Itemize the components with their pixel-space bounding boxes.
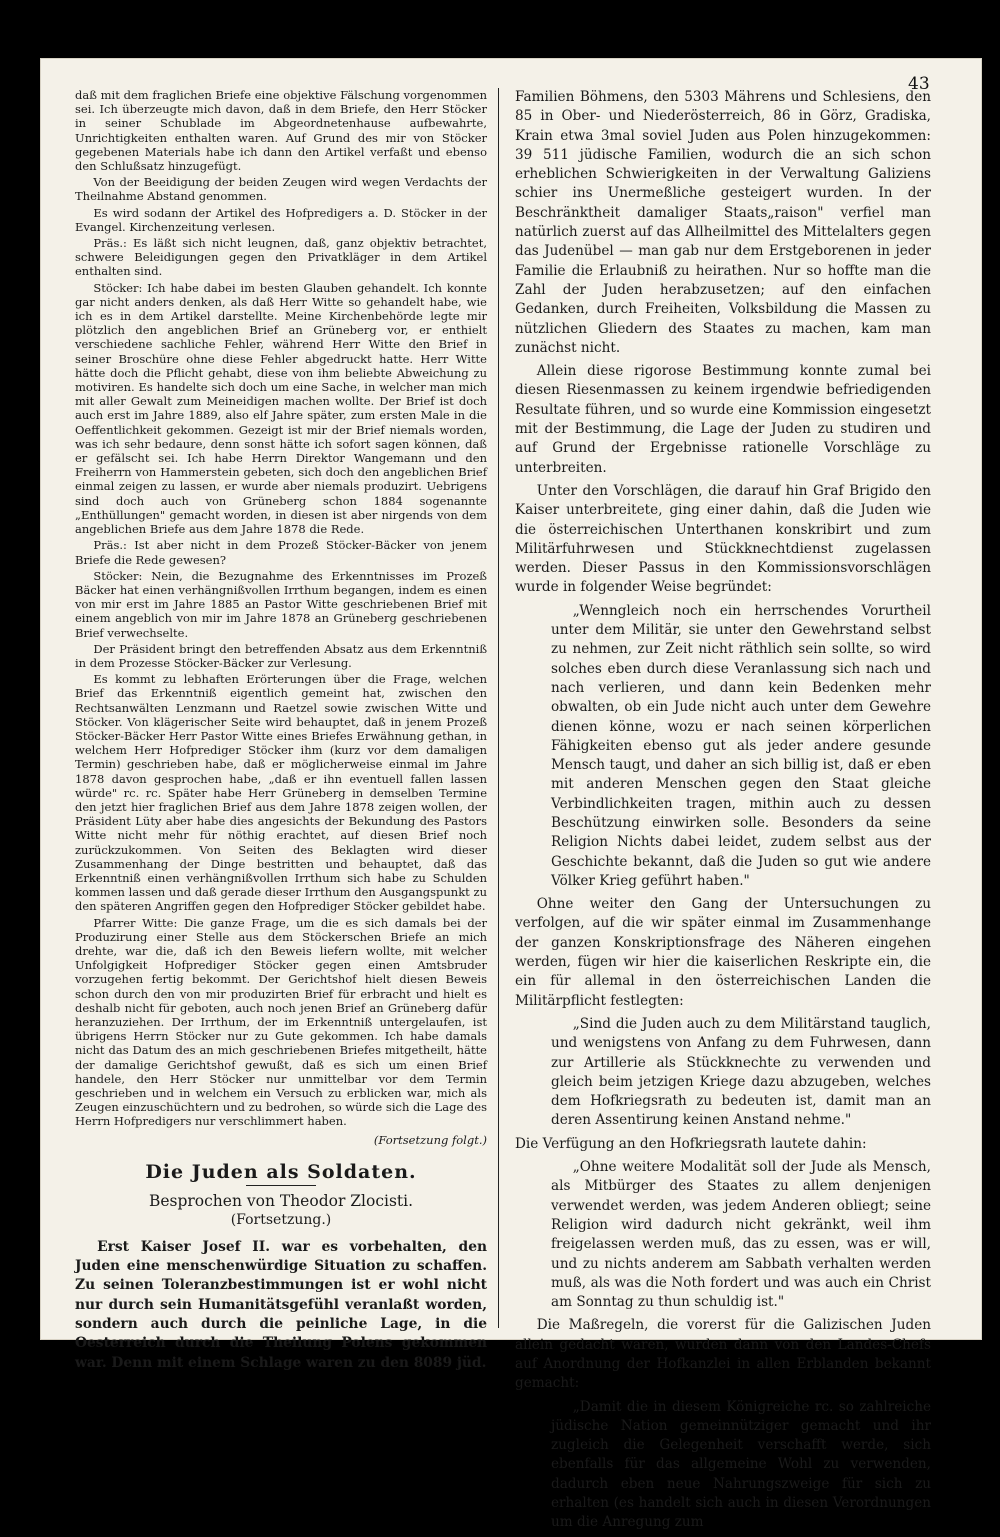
left-paragraph-9: Es kommt zu lebhaften Erörterungen über die Frage, welchen Brief das Erkenntniß eigentlich gemeint hat, zwischen den Rechtsanwälten Lenzmann und Raetzel sowie zwischen Witte und Stöcker. Von klägerischer Seite wird behauptet, daß in jenem Prozeß Stöcker-Bäcker Herr Pastor Witte eines Briefes Erwähnung gethan, in welchem Herr Hofprediger Stöcker ihm (kurz vor dem damaligen Termin) geschrieben habe, daß er möglicherweise einmal im Jahre 1878 davon gesprochen habe, „daß er ihn eventuell fallen lassen würde" rc. rc. Später habe Herr Grüneberg in demselben Termine den jetzt hier fraglichen Brief aus dem Jahre 1878 zeigen wollen, der Präsident Lüty aber habe dies angesichts der Bekundung des Pastors Witte nicht mehr für nöthig erachtet, auf diesen Brief noch zurückzukommen. Von Seiten des Beklagten wird dieser Zusammenhang der Dinge bestritten und behauptet, daß das Erkenntniß einen verhängnißvollen Irrthum sich habe zu Schulden kommen lassen und daß gerade dieser Irrthum den Ausgangspunkt zu den späteren Angriffen gegen den Hofprediger Stöcker gebildet habe. — [75, 672, 487, 914]
right-paragraph-3: Unter den Vorschlägen, die darauf hin Graf Brigido den Kaiser unterbreitete, ging einer dahin, daß die Juden wie die österreichischen Unterthanen konskribirt und zum Militärfuhrwesen und Stückknechtdienst zugelassen werden. Dieser Passus in den Kommissionsvorschlägen wurde in folgender Weise begründet: — [515, 482, 931, 596]
left-paragraph-7: Stöcker: Nein, die Bezugnahme des Erkenntnisses im Prozeß Bäcker hat einen verhängnißvollen Irrthum begangen, indem es einen von mir erst im Jahre 1885 an Pastor Witte geschriebenen Brief mit einem angeblich von mir im Jahre 1878 an Grüneberg geschriebenen Brief verwechselte. — [75, 568, 487, 640]
right-paragraph-5: Die Verfügung an den Hofkriegsrath lautete dahin: — [515, 1135, 867, 1152]
article-paragraph: Erst Kaiser Josef II. war es vorbehalten, den Juden eine menschenwürdige Situation zu schaffen. Zu seinen Toleranzbestimmungen ist er wohl nicht nur durch sein Humanitätsgefühl veranlaßt worden, sondern auch durch die peinliche Lage, in die Oesterreich durch die Theilung Polens gekommen war. Denn mit einem Schlage waren zu den 8089 jüd. — [75, 1238, 487, 1371]
quote-3: „Ohne weitere Modalität soll der Jude als Mensch, als Mitbürger des Staates zu allem denjenigen verwendet werden, was jedem Anderen obliegt; seine Religion wird dadurch nicht gekränkt, weil ihm freigelassen werden muß, das zu essen, was er will, und zu nichts anderem am Sabbath verhalten werden muß, als was die Noth fordert und was auch ein Christ am Sonntag zu thun schuldig ist." — [551, 1159, 931, 1311]
right-paragraph-4: Ohne weiter den Gang der Untersuchungen zu verfolgen, auf die wir später einmal im Zusammenhange der ganzen Konskriptionsfrage des Näheren eingehen werden, fügen wir hier die kaiserlichen Reskripte ein, die ein für allemal in den österreichischen Landen die Militärpflicht festlegten: — [515, 896, 931, 1009]
right-paragraph-6: Die Maßregeln, die vorerst für die Galizischen Juden allein gedacht waren, wurden dann von den Landes-Chefs auf Anordnung der Hofkanzlei in allen Erblanden bekannt gemacht: — [515, 1317, 931, 1392]
left-paragraph-4: Präs.: Es läßt sich nicht leugnen, daß, ganz objektiv betrachtet, schwere Beleidigungen gegen den Privatkläger in dem Artikel enthalten sind. — [75, 236, 487, 279]
article-continuation: (Fortsetzung.) — [230, 1211, 332, 1228]
left-paragraph-6: Präs.: Ist aber nicht in dem Prozeß Stöcker-Bäcker von jenem Briefe die Rede gewesen? — [75, 538, 487, 567]
quote-4: „Damit die in diesem Königreiche rc. so zahlreiche jüdische Nation gemeinnütziger gemacht und ihr zugleich die Gelegenheit verschafft werde, sich ebenfalls für das allgemeine Wohl zu verwenden, dadurch eben neue Nahrungszweige für sich zu erhalten (es handelt sich auch in diesen Verordnungen um die Anregung zum — [551, 1398, 931, 1531]
left-paragraph-3: Es wird sodann der Artikel des Hofpredigers a. D. Stöcker in der Evangel. Kirchenzeitung verlesen. — [75, 205, 487, 234]
left-paragraph-8: Der Präsident bringt den betreffenden Absatz aus dem Erkenntniß in dem Prozesse Stöcker-Bäcker zur Verlesung. — [75, 641, 487, 670]
right-column — [515, 88, 931, 1537]
title-rule — [246, 1185, 316, 1186]
left-paragraph-2: Von der Beeidigung der beiden Zeugen wird wegen Verdachts der Theilnahme Abstand genommen. — [75, 175, 487, 204]
quote-1: „Wenngleich noch ein herrschendes Vorurtheil unter dem Militär, sie unter den Gewehrstand selbst zu nehmen, zur Zeit nicht räthlich sein sollte, so wird solches eben durch diese Veranlassung sich nach und nach verlieren, und dann kein Bedenken mehr obwalten, ob ein Jude nicht auch unter dem Gewehre dienen könne, wozu er nach seinen körperlichen Fähigkeiten ebenso gut als jeder andere gesunde Mensch taugt, und daher an sich billig ist, daß er eben mit anderen Menschen gegen den Staat gleiche Verbindlichkeiten tragen, mithin auch zu dessen Beschützung einwirken solle. Besonders da seine Religion Nichts dabei leidet, zudem selbst aus der Geschichte bekannt, daß die Juden so gut wie andere Völker Krieg geführt haben." — [551, 602, 931, 889]
article-byline: Besprochen von Theodor Zlocisti. — [148, 1191, 414, 1210]
page-number: 43 — [908, 74, 930, 94]
continued-note: (Fortsetzung folgt.) — [373, 1132, 487, 1147]
quote-2: „Sind die Juden auch zu dem Militärstand tauglich, und wenigstens von Anfang zu dem Fuhrwesen, dann zur Artillerie als Stückknechte zu verwenden und gleich beim jetzigen Kriege dazu abzugeben, welches dem Hofkriegsrath zu bedeuten ist, damit man an deren Assentirung keinen Anstand nehme." — [551, 1015, 931, 1129]
left-column — [75, 88, 487, 1375]
left-paragraph-1: daß mit dem fraglichen Briefe eine objektive Fälschung vorgenommen sei. Ich überzeugte mich davon, daß in dem Briefe, den Herr Stöcker in seiner Schublade im Abgeordnetenhause aufbewahrte, Unrichtigkeiten enthalten waren. Auf Grund des mir von Stöcker gegebenen Materials habe ich dann den Artikel verfaßt und ebenso den Schlußsatz hinzugefügt. — [75, 88, 487, 174]
left-paragraph-10: Pfarrer Witte: Die ganze Frage, um die es sich damals bei der Produzirung einer Stelle aus dem Stöckerschen Briefe an mich drehte, war die, daß ich den Beweis liefern wollte, mit welcher Unfolgigkeit Hofprediger Stöcker gegen einen Amtsbruder vorzugehen fertig bekommt. Der Gerichtshof hielt diesen Beweis schon durch den von mir produzirten Brief für erbracht und hielt es deshalb nicht für geboten, auch noch jenen Brief an Grüneberg dafür heranzuziehen. Der Irrthum, der im Erkenntniß untergelaufen, ist übrigens Herrn Stöcker nur zu Gute gekommen. Ich habe damals nicht das Datum des an mich geschriebenen Briefes mitgetheilt, hätte der damalige Gerichtshof gewußt, daß es sich um einen Brief handele, den Herr Stöcker nur unmittelbar vor dem Termin geschrieben und in welchem ein Versuch zu erblicken war, mich als Zeugen einzuschüchtern und zu bedrohen, so würde sich die Lage des Herrn Hofpredigers nur verschlimmert haben. — [75, 915, 487, 1129]
column-divider — [498, 88, 499, 1328]
right-paragraph-2: Allein diese rigorose Bestimmung konnte zumal bei diesen Riesenmassen zu keinem irgendwie befriedigenden Resultate führen, und so wurde eine Kommission eingesetzt mit der Bestimmung, die Lage der Juden zu studiren und auf Grund der Ergebnisse rationelle Vorschläge zu unterbreiten. — [515, 363, 931, 476]
right-paragraph-1: Familien Böhmens, den 5303 Mährens und Schlesiens, den 85 in Ober- und Niederösterreich, 86 in Görz, Gradiska, Krain etwa 3mal soviel Juden aus Polen hinzugekommen: 39 511 jüdische Familien, wodurch die an sich schon erheblichen Schwierigkeiten in der Verwaltung Galiziens schier ins Unermeßliche gesteigert wurden. In der Beschränktheit damaliger Staats„raison" verfiel man natürlich zuerst auf das Allheilmittel des Mittelalters gegen das Judenübel — man gab nur dem Erstgeborenen in jeder Familie die Erlaubniß zu heirathen. Nur so hoffte man die Zahl der Juden herabzusetzen; auf den einfachen Gedanken, durch Freiheiten, Volksbildung die Massen zu nützlichen Gliedern des Staates zu machen, kam man zunächst nicht. — [515, 89, 931, 356]
left-paragraph-5: Stöcker: Ich habe dabei im besten Glauben gehandelt. Ich konnte gar nicht anders denken, als daß Herr Witte so gehandelt habe, wie ich es in dem Artikel darstellte. Meine Kirchenbehörde legte mir plötzlich den angeblichen Brief an Grüneberg vor, er enthielt verschiedene sachliche Fehler, während Herr Witte den Brief in seiner Broschüre ohne diese Fehler abgedruckt hatte. Herr Witte hätte doch die Pflicht gehabt, diese von ihm beliebte Abweichung zu motiviren. Es handelte sich doch um eine Sache, in welcher man mich mit aller Gewalt zum Meineidigen machen wollte. Der Brief ist doch auch erst im Jahre 1889, also elf Jahre später, zum ersten Male in die Oeffentlichkeit gekommen. Gezeigt ist mir der Brief niemals worden, was ich sehr bedaure, denn sonst hätte ich sofort sagen können, daß er gefälscht sei. Ich habe Herrn Direktor Wangemann und den Freiherrn von Hammerstein gebeten, sich doch den angeblichen Brief einmal zeigen zu lassen, er wurde aber niemals produzirt. Uebrigens sind doch auch von Grüneberg schon 1884 sogenannte „Enthüllungen" gemacht worden, in diesen ist aber nirgends von dem angeblichen Briefe aus dem Jahre 1878 die Rede. — [75, 280, 487, 537]
article-title: Die Juden als Soldaten. — [145, 1160, 417, 1183]
